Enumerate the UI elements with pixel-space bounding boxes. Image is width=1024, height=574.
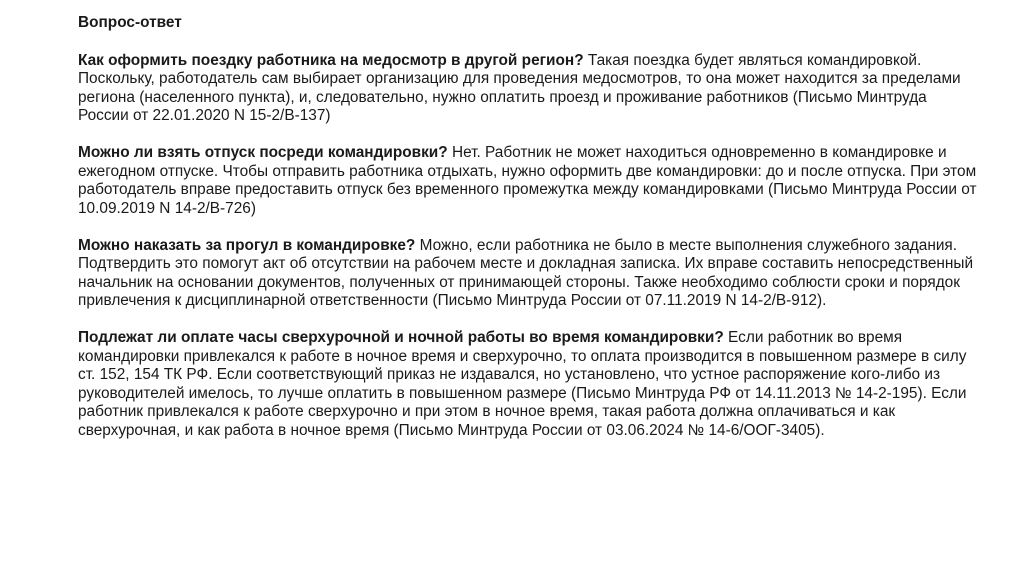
question-text: Как оформить поездку работника на медосмотр в другой регион? — [78, 51, 584, 69]
qa-item-overtime-night-pay — [78, 329, 978, 440]
answer-text: Нет. Работник не может находиться одновременно в командировке и ежегодном отпуске. Чтобы отправить работника отдыхать, нужно оформить две командировки: до и после отпуска. При этом работодатель вправе предоставить отпуск без временного промежутка между командировками (Письмо Минтруда России от 10.09.2019 N 14-2/В-726) — [78, 144, 977, 217]
qa-item-vacation-during-trip — [78, 144, 978, 218]
question-text: Можно наказать за прогул в командировке? — [78, 236, 416, 254]
qa-item-absence-penalty — [78, 237, 978, 311]
answer-text: Можно, если работника не было в месте выполнения служебного задания. Подтвердить это помогут акт об отсутствии на рабочем месте и докладная записка. Их вправе составить непосредственный начальник на основании документов, полученных от принимающей стороны. Также необходимо соблюсти сроки и порядок привлечения к дисциплинарной ответственности (Письмо Минтруда России от 07.11.2019 N 14-2/В-912). — [78, 236, 974, 309]
answer-text: Если работник во время командировки привлекался к работе в ночное время и сверхурочно, то оплата производится в повышенном размере в силу ст. 152, 154 ТК РФ. Если соответствующий приказ не издавался, но установлено, что устное распоряжение кого-либо из руководителей имелось, то лучше оплатить в повышенном размере (Письмо Минтруда РФ от 14.11.2013 № 14-2-195). Если работник привлекался к работе сверхурочно и при этом в ночное время, такая работа должна оплачиваться и как сверхурочная, и как работа в ночное время (Письмо Минтруда России от 03.06.2024 № 14-6/ООГ-3405). — [78, 329, 967, 439]
document-heading: Вопрос-ответ — [78, 14, 182, 31]
document-page — [78, 14, 978, 459]
answer-text: Такая поездка будет являться командировкой. Поскольку, работодатель сам выбирает организацию для проведения медосмотров, то она может находится за пределами региона (населенного пункта), и, следовательно, нужно оплатить проезд и проживание работников (Письмо Минтруда России от 22.01.2020 N 15-2/В-137) — [78, 51, 961, 124]
qa-item-medical-trip — [78, 52, 978, 126]
question-text: Можно ли взять отпуск посреди командировки? — [78, 144, 448, 161]
question-text: Подлежат ли оплате часы сверхурочной и ночной работы во время командировки? — [78, 329, 724, 346]
